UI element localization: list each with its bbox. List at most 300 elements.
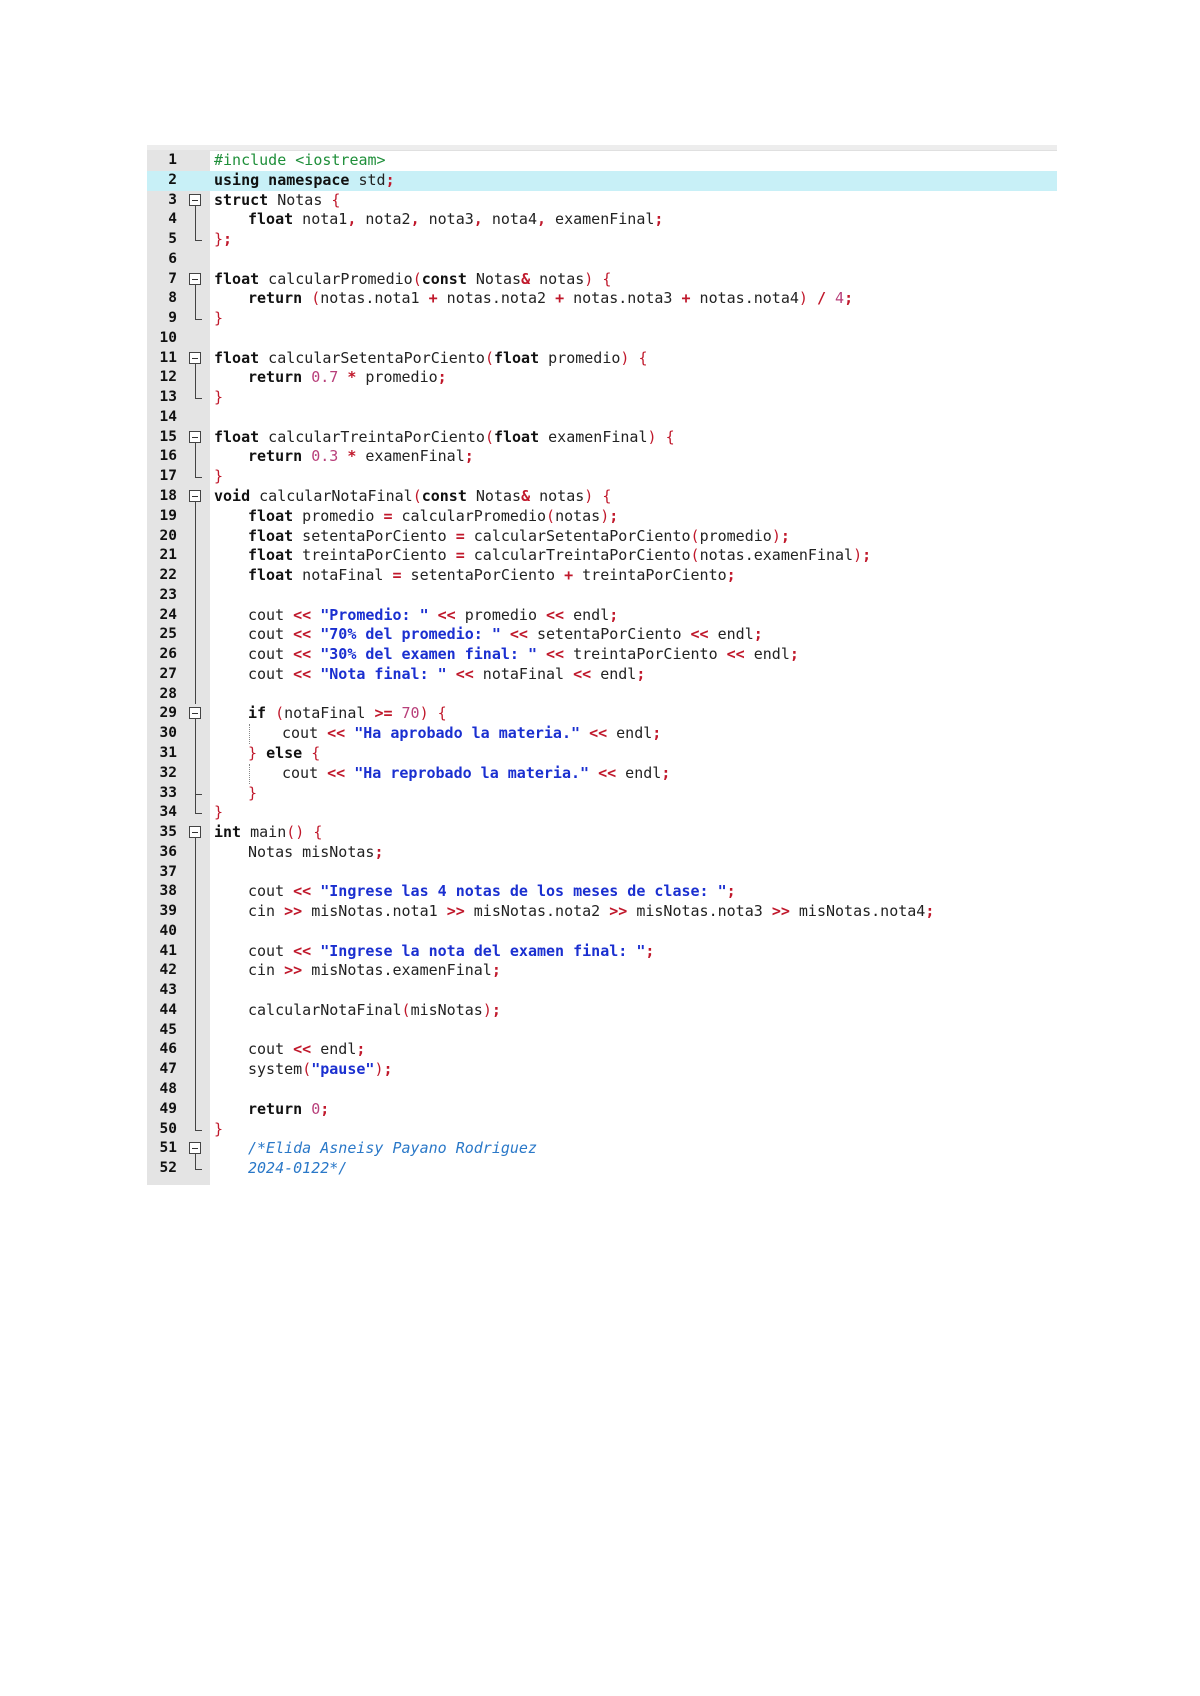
code-token: ; — [654, 210, 664, 229]
code-token: ) — [647, 427, 657, 446]
code-text — [214, 1120, 223, 1140]
code-text — [248, 843, 383, 863]
code-token: { — [602, 269, 612, 288]
code-token: setentaPorCiento — [527, 625, 691, 644]
collapse-toggle-icon[interactable] — [189, 704, 203, 724]
code-token: + — [555, 289, 565, 308]
code-token: << — [598, 763, 617, 782]
code-line[interactable] — [147, 863, 1057, 883]
fold-guide — [189, 724, 203, 744]
code-line[interactable] — [147, 823, 1057, 843]
code-token — [501, 625, 510, 643]
fold-guide — [189, 942, 203, 962]
fold-guide — [189, 467, 203, 487]
code-text — [248, 942, 654, 962]
fold-guide — [189, 882, 203, 902]
line-number: 43 — [159, 982, 177, 999]
code-token: ; — [645, 941, 655, 960]
code-token: calcularSetentaPorCiento — [464, 526, 691, 545]
code-line[interactable] — [147, 151, 1057, 171]
code-token: float — [248, 210, 294, 229]
code-token — [338, 447, 347, 465]
line-number: 22 — [159, 567, 177, 584]
fold-guide — [189, 546, 203, 566]
code-token: 0 — [311, 1099, 321, 1118]
code-token — [393, 704, 402, 722]
code-line[interactable] — [147, 606, 1057, 626]
code-token: calcularPromedio — [392, 506, 547, 525]
line-number: 9 — [168, 310, 177, 327]
code-token — [311, 882, 320, 900]
code-token: float — [493, 427, 540, 446]
code-token: << — [546, 645, 565, 664]
code-text — [248, 210, 663, 230]
collapse-toggle-icon[interactable] — [189, 349, 203, 369]
fold-guide — [189, 803, 203, 823]
code-token: } — [248, 783, 258, 802]
line-number: 36 — [159, 843, 177, 860]
code-text — [214, 487, 611, 507]
code-token: return — [248, 289, 303, 308]
code-token: ; — [844, 289, 854, 308]
code-token: = — [455, 526, 465, 545]
code-token: endl — [311, 1040, 357, 1059]
code-token: treintaPorCiento — [293, 546, 456, 565]
code-line[interactable] — [147, 289, 1057, 309]
code-token — [311, 665, 320, 683]
code-token: cin — [248, 961, 285, 980]
code-token: ; — [356, 1040, 366, 1059]
line-number: 46 — [159, 1041, 177, 1058]
fold-guide — [189, 230, 203, 250]
code-token: else — [266, 743, 303, 762]
line-number: 20 — [159, 527, 177, 544]
line-number: 27 — [159, 665, 177, 682]
code-token: "30% del examen final: " — [320, 645, 537, 664]
code-token: examenFinal — [356, 447, 465, 466]
fold-guide — [189, 961, 203, 981]
code-token: cout — [282, 724, 328, 743]
code-token: >> — [771, 902, 790, 921]
code-token: nota2 — [356, 210, 411, 229]
code-token: & — [521, 487, 531, 506]
code-line[interactable] — [147, 1139, 1057, 1159]
code-line[interactable] — [147, 922, 1057, 942]
code-token: << — [293, 882, 312, 901]
code-token: << — [293, 941, 312, 960]
code-token: misNotas.nota3 — [627, 902, 772, 921]
fold-guide — [189, 1001, 203, 1021]
code-token — [302, 744, 311, 762]
code-token: } — [248, 743, 258, 762]
code-token: notas.nota2 — [437, 289, 556, 308]
code-text — [248, 527, 790, 547]
code-token: /*Elida Asneisy Payano Rodriguez — [248, 1139, 537, 1158]
code-line[interactable] — [147, 625, 1057, 645]
code-token: promedio — [455, 605, 547, 624]
code-token: ) — [600, 506, 610, 525]
code-token: } — [214, 1119, 224, 1138]
code-token: ; — [491, 961, 501, 980]
code-line[interactable] — [147, 586, 1057, 606]
code-lines — [147, 151, 1057, 1179]
code-token: notas.examenFinal — [699, 546, 854, 565]
code-line[interactable] — [147, 744, 1057, 764]
fold-guide — [189, 922, 203, 942]
code-token: + — [564, 566, 574, 585]
code-token: << — [455, 664, 474, 683]
code-line[interactable] — [147, 981, 1057, 1001]
fold-guide — [189, 606, 203, 626]
fold-guide — [189, 566, 203, 586]
code-line[interactable] — [147, 961, 1057, 981]
code-line[interactable] — [147, 843, 1057, 863]
code-line[interactable] — [147, 191, 1057, 211]
code-line[interactable] — [147, 1100, 1057, 1120]
collapse-toggle-icon[interactable] — [189, 1139, 203, 1159]
fold-guide — [189, 863, 203, 883]
line-number: 50 — [159, 1120, 177, 1137]
code-token: ) — [482, 1000, 492, 1019]
code-token — [311, 645, 320, 663]
code-token: notaFinal — [293, 566, 393, 585]
code-token: calcularPromedio — [259, 269, 413, 288]
line-number: 14 — [159, 408, 177, 425]
code-text — [248, 368, 447, 388]
line-number: 25 — [159, 626, 177, 643]
code-text — [214, 309, 223, 329]
code-text — [214, 428, 675, 448]
line-number: 38 — [159, 883, 177, 900]
code-token: 70 — [401, 704, 420, 723]
code-text — [214, 467, 223, 487]
code-line[interactable] — [147, 368, 1057, 388]
code-token: ; — [609, 605, 619, 624]
code-token: } — [214, 388, 224, 407]
code-line[interactable] — [147, 309, 1057, 329]
code-token: endl — [744, 645, 790, 664]
code-line[interactable] — [147, 230, 1057, 250]
code-line[interactable] — [147, 527, 1057, 547]
code-token: Notas misNotas — [248, 842, 375, 861]
code-token: ( — [484, 427, 494, 446]
code-token: , — [410, 210, 420, 229]
code-token: calcularSetentaPorCiento — [259, 348, 485, 367]
code-token: << — [437, 605, 456, 624]
code-token: { — [331, 190, 341, 209]
code-line[interactable] — [147, 1080, 1057, 1100]
line-number: 33 — [159, 784, 177, 801]
code-token: using namespace — [214, 170, 350, 189]
code-token: misNotas — [410, 1000, 483, 1019]
code-token: setentaPorCiento — [401, 566, 565, 585]
line-number: 45 — [159, 1021, 177, 1038]
code-token: cout — [282, 763, 328, 782]
code-token: ; — [862, 546, 872, 565]
line-number: 51 — [159, 1140, 177, 1157]
code-token: return — [248, 447, 303, 466]
code-token: system — [248, 1060, 303, 1079]
code-token: ; — [753, 625, 763, 644]
code-text — [248, 625, 763, 645]
code-line[interactable] — [147, 428, 1057, 448]
code-line[interactable] — [147, 665, 1057, 685]
fold-guide — [189, 843, 203, 863]
code-text — [248, 665, 645, 685]
code-token: cout — [248, 645, 294, 664]
code-line[interactable] — [147, 1159, 1057, 1179]
code-line[interactable] — [147, 408, 1057, 428]
code-token: ) — [620, 348, 630, 367]
code-token: << — [573, 664, 592, 683]
code-token: promedio — [356, 368, 438, 387]
line-number: 2 — [168, 171, 177, 188]
code-token: calcularNotaFinal — [250, 487, 413, 506]
code-token: ( — [412, 487, 422, 506]
code-token: = — [392, 566, 402, 585]
code-token: float — [493, 348, 540, 367]
code-text — [248, 704, 447, 724]
line-number: 15 — [159, 428, 177, 445]
code-text — [214, 823, 322, 843]
code-line[interactable] — [147, 1021, 1057, 1041]
collapse-toggle-icon[interactable] — [189, 823, 203, 843]
code-token — [257, 744, 266, 762]
code-line[interactable] — [147, 467, 1057, 487]
code-token: misNotas.nota2 — [464, 902, 610, 921]
code-text — [214, 388, 223, 408]
code-token: << — [293, 605, 312, 624]
code-token: "70% del promedio: " — [320, 625, 501, 644]
code-token: return — [248, 368, 303, 387]
code-text — [248, 645, 799, 665]
code-token: float — [214, 427, 260, 446]
line-number: 1 — [168, 152, 177, 168]
code-token: ( — [401, 1000, 411, 1019]
code-line[interactable] — [147, 764, 1057, 784]
line-number: 24 — [159, 606, 177, 623]
line-number: 42 — [159, 962, 177, 979]
code-token: ( — [484, 348, 494, 367]
code-token: << — [293, 664, 312, 683]
code-token: ; — [726, 566, 736, 585]
code-text — [248, 882, 736, 902]
fold-guide — [189, 665, 203, 685]
code-line[interactable] — [147, 803, 1057, 823]
code-token — [304, 823, 313, 841]
code-token: ) — [584, 487, 594, 506]
code-token: >> — [446, 902, 465, 921]
code-token — [311, 625, 320, 643]
code-token: ; — [464, 447, 474, 466]
code-token: ) — [419, 704, 429, 723]
fold-guide — [189, 447, 203, 467]
code-text — [248, 566, 736, 586]
fold-guide — [189, 527, 203, 547]
code-text — [248, 1159, 347, 1179]
code-token: "Ingrese la nota del examen final: " — [320, 941, 646, 960]
code-token: } — [214, 467, 224, 486]
code-token: 2024-0122*/ — [248, 1159, 348, 1178]
code-token — [589, 764, 598, 782]
code-token: ; — [385, 170, 395, 189]
code-token — [311, 942, 320, 960]
code-token: >= — [374, 704, 393, 723]
code-token: << — [726, 645, 745, 664]
code-token: ; — [726, 882, 736, 901]
code-token: ; — [789, 645, 799, 664]
code-line[interactable] — [147, 388, 1057, 408]
code-text — [248, 507, 618, 527]
code-token — [302, 447, 311, 465]
code-token: "Nota final: " — [320, 664, 447, 683]
code-token: << — [546, 605, 565, 624]
code-token: ; — [609, 506, 619, 525]
line-number: 48 — [159, 1080, 177, 1097]
code-line[interactable] — [147, 1001, 1057, 1021]
code-line[interactable] — [147, 1120, 1057, 1140]
code-token: << — [327, 763, 346, 782]
code-token: std — [349, 170, 386, 189]
code-line[interactable] — [147, 270, 1057, 290]
code-token: "pause" — [311, 1060, 375, 1079]
code-token: calcularNotaFinal — [248, 1000, 402, 1019]
code-token: calcularTreintaPorCiento — [259, 427, 485, 446]
code-token: << — [293, 625, 312, 644]
code-token: misNotas.nota4 — [789, 902, 926, 921]
code-token: Notas — [466, 269, 522, 288]
code-token: examenFinal — [546, 210, 655, 229]
code-line[interactable] — [147, 447, 1057, 467]
code-token: * — [347, 447, 357, 466]
code-token: const — [421, 487, 467, 506]
code-token — [808, 289, 817, 307]
code-token: / — [816, 289, 826, 308]
code-token: << — [293, 1040, 312, 1059]
line-number: 4 — [168, 211, 177, 228]
code-editor[interactable] — [147, 145, 1057, 1185]
code-token: ) — [584, 269, 594, 288]
code-token: cout — [248, 882, 294, 901]
code-token: ( — [546, 506, 556, 525]
code-line[interactable] — [147, 329, 1057, 349]
code-token: notas.nota3 — [564, 289, 682, 308]
code-line[interactable] — [147, 566, 1057, 586]
code-token: cout — [248, 941, 294, 960]
code-token: , — [473, 210, 483, 229]
code-text — [214, 191, 340, 211]
code-token: ; — [223, 230, 233, 249]
code-line[interactable] — [147, 784, 1057, 804]
code-token: struct — [214, 190, 269, 209]
code-token — [593, 270, 602, 288]
code-token: cout — [248, 664, 294, 683]
code-token: ( — [412, 269, 422, 288]
code-token — [311, 606, 320, 624]
line-number: 10 — [159, 329, 177, 346]
collapse-toggle-icon[interactable] — [189, 428, 203, 448]
code-line[interactable] — [147, 902, 1057, 922]
code-token: notaFinal — [284, 704, 375, 723]
fold-guide — [189, 902, 203, 922]
code-token: nota4 — [482, 210, 537, 229]
line-number: 12 — [159, 369, 177, 386]
code-token — [302, 368, 311, 386]
code-token: << — [509, 625, 528, 644]
fold-guide — [189, 289, 203, 309]
code-line[interactable] — [147, 882, 1057, 902]
code-token: ( — [275, 704, 285, 723]
code-line[interactable] — [147, 645, 1057, 665]
line-number: 40 — [159, 922, 177, 939]
fold-guide — [189, 1100, 203, 1120]
fold-guide — [189, 981, 203, 1001]
code-line[interactable] — [147, 685, 1057, 705]
code-token: notas — [530, 269, 585, 288]
code-token: cout — [248, 605, 294, 624]
collapse-toggle-icon[interactable] — [189, 191, 203, 211]
fold-guide — [189, 388, 203, 408]
code-text — [282, 724, 661, 744]
code-token: #include <iostream> — [214, 151, 386, 169]
code-line[interactable] — [147, 1040, 1057, 1060]
code-line[interactable] — [147, 349, 1057, 369]
fold-guide — [189, 625, 203, 645]
code-token — [302, 1100, 311, 1118]
code-line[interactable] — [147, 724, 1057, 744]
code-line[interactable] — [147, 546, 1057, 566]
code-token: misNotas.nota1 — [302, 902, 447, 921]
code-token: { — [602, 487, 612, 506]
code-token: ; — [437, 368, 447, 387]
code-line[interactable] — [147, 942, 1057, 962]
code-token: { — [313, 823, 323, 842]
code-token: notas.nota1 — [320, 289, 429, 308]
code-token: promedio — [539, 348, 621, 367]
line-number: 7 — [168, 270, 177, 287]
line-number: 23 — [159, 586, 177, 603]
code-token: = — [455, 546, 465, 565]
line-number: 18 — [159, 488, 177, 505]
collapse-toggle-icon[interactable] — [189, 270, 203, 290]
code-text — [248, 1001, 501, 1021]
code-token: nota3 — [419, 210, 474, 229]
code-line[interactable] — [147, 1060, 1057, 1080]
code-text — [214, 803, 223, 823]
line-number: 19 — [159, 507, 177, 524]
code-line[interactable] — [147, 210, 1057, 230]
code-token: int — [214, 823, 242, 842]
code-token: ; — [925, 902, 935, 921]
code-token: examenFinal — [539, 427, 648, 446]
collapse-toggle-icon[interactable] — [189, 487, 203, 507]
fold-guide — [189, 309, 203, 329]
code-line[interactable] — [147, 704, 1057, 724]
code-token: ( — [690, 546, 700, 565]
code-text — [214, 151, 386, 171]
code-token: { — [638, 348, 648, 367]
code-line[interactable] — [147, 171, 1057, 191]
code-token — [580, 724, 589, 742]
code-line[interactable] — [147, 250, 1057, 270]
code-line[interactable] — [147, 487, 1057, 507]
fold-guide — [189, 1120, 203, 1140]
code-line[interactable] — [147, 507, 1057, 527]
code-token: ; — [320, 1099, 330, 1118]
line-number: 41 — [159, 942, 177, 959]
code-token: { — [437, 704, 447, 723]
code-token: ; — [652, 724, 662, 743]
